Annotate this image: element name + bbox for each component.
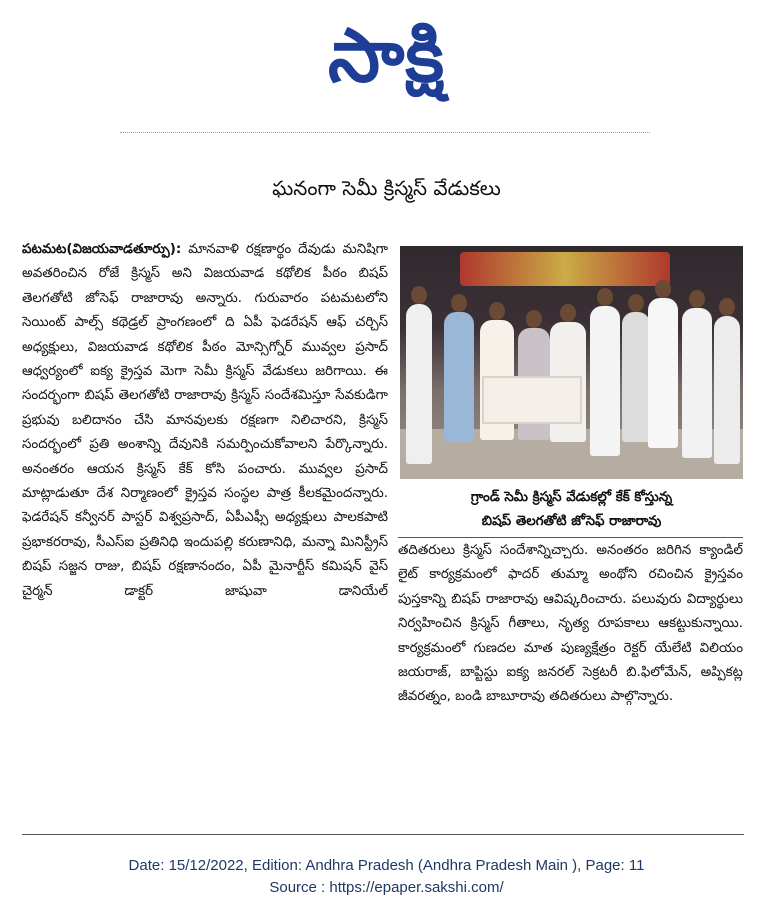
masthead [0,6,773,116]
footer-edition-info: Date: 15/12/2022, Edition: Andhra Pradesh (Andhra Pradesh Main ), Page: 11 [128,857,645,874]
photo-person [682,308,712,458]
photo-person-head [560,304,576,322]
photo-caption-line: బిషప్ తెలగతోటి జోసెఫ్ రాజారావు [481,514,662,530]
page-footer [0,855,773,899]
article-left-column [22,238,388,823]
article-right-text: తదితరులు క్రిస్మస్ సందేశాన్నిచ్చారు. అనంతరం జరిగిన క్యాండిల్ లైట్ కార్యక్రమంలో ఫాదర్ తుమ్మా అంథోని రచించిన క్రైస్తవం పుస్తకాన్ని బిషప్ రాజారావు ఆవిష్కరించారు. పలువురు విద్యార్థులు నిర్వహించిన క్రిస్మస్ గీతాలు, నృత్య రూపకాలు ఆకట్టుకున్నాయి. కార్యక్రమంలో గుణదల మాత పుణ్యక్షేత్రం రెక్టర్ యేలేటి విలియం జయరాజ్, బాప్టిస్టు ఐక్య జనరల్ సెక్రటరీ బి.ఫిలోమేన్, అప్పికట్ల జీవరత్నం, బండి బాబూరావు తదితరులు పాల్గొన్నారు. [398,543,743,705]
article-right-column [398,539,743,824]
photo-person-head [489,302,505,320]
masthead-divider [120,132,650,133]
footer-source: Source : https://epaper.sakshi.com/ [269,879,504,896]
photo-person [714,316,740,464]
photo-person [406,304,432,464]
article-dateline: పటమట(విజయవాడతూర్పు): [22,242,182,257]
photo-person-head [526,310,542,328]
photo-person [622,312,650,442]
photo-person-head [655,280,671,298]
photo-person-head [719,298,735,316]
photo-caption-line: గ్రాండ్ సెమీ క్రిస్మస్ వేడుకల్లో కేక్ కోస్తున్న [470,490,673,505]
article-photo [400,246,743,479]
photo-person-head [411,286,427,304]
photo-person [444,312,474,442]
photo-person-head [451,294,467,312]
photo-person-head [628,294,644,312]
photo-caption [400,486,743,535]
photo-person [590,306,620,456]
article-left-text: మానవాళి రక్షణార్థం దేవుడు మనిషిగా అవతరించిన రోజే క్రిస్మస్ అని విజయవాడ కథోలిక పీఠం బిషప్ తెలగతోటి జోసెఫ్ రాజారావు అన్నారు. గురువారం పటమటలోని సెయింట్ పాల్స్ కథెడ్రల్ ప్రాంగణంలో ది ఏపీ ఫెడరేషన్ ఆఫ్ చర్చిస్ అధ్యక్షులు, విజయవాడ కథోలిక పీఠం మోన్సిగ్నోర్ మువ్వల ప్రసాద్ ఆధ్వర్యంలో ఐక్య క్రైస్తవ మెగా సెమీ క్రిస్మస్ వేడుకలు జరిగాయి. ఈ సందర్భంగా బిషప్ తెలగతోటి రాజారావు క్రిస్మస్ సందేశమిస్తూ సేవకుడిగా ప్రభువు బలిదానం చేసి మానవులకు రక్షణగా నిలిచారని, క్రిస్మస్ సందర్భంలో ప్రతి అంశాన్ని దేవునికి సమర్పించుకోవాలని పేర్కొన్నారు. అనంతరం ఆయన క్రిస్మస్ కేక్ కోసి పంచారు. మువ్వల ప్రసాద్ మాట్లాడుతూ దేశ నిర్మాణంలో క్రైస్తవ సంస్థల పాత్ర కీలకమైందన్నారు. ఫెడరేషన్ కన్వీనర్ పాస్టర్ విశ్వప్రసాద్, ఏపీఎఫ్సీ అధ్యక్షులు పాలకపాటి ప్రభాకరరావు, సీఎస్ఐ ప్రతినిధి ఇందుపల్లి కరుణానిధి, మన్నా మినిస్ట్రీస్ బిషప్ సజ్జన రాజు, బిషప్ రక్షణానందం, ఏపీ మైనార్టీస్ కమిషన్ వైస్ చైర్మన్ డాక్టర్ జాషువా డానియేల్ [22,242,388,599]
photo-person-head [689,290,705,308]
sakshi-logo: సాక్షి [328,13,445,99]
photo-cake [482,376,582,424]
photo-person [648,298,678,448]
photo-stage-banner [460,252,670,286]
article-headline: ఘనంగా సెమీ క్రిస్మస్ వేడుకలు [272,176,501,200]
article-left-paragraph [22,238,388,604]
caption-divider [398,537,743,538]
photo-person-head [597,288,613,306]
footer-divider [22,834,744,835]
